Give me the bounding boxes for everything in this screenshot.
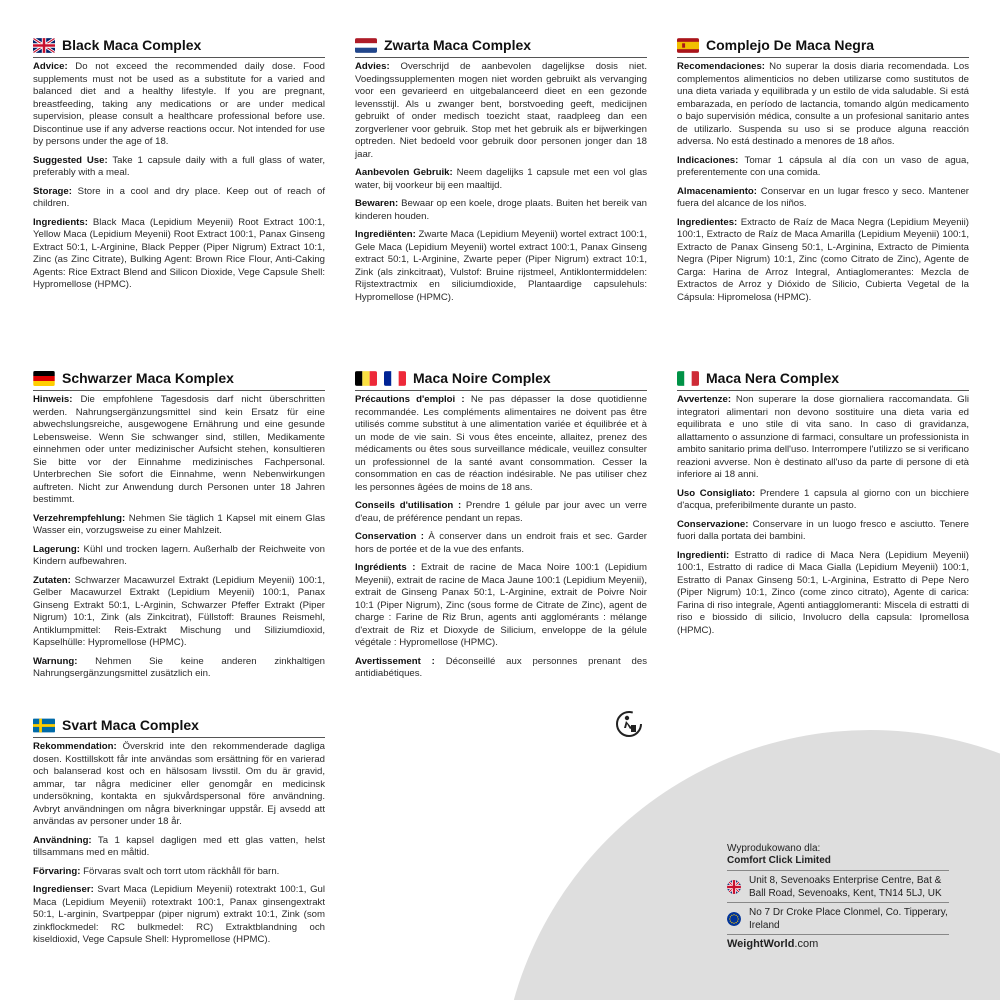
section-dutch — [355, 37, 647, 310]
section-swedish — [33, 717, 325, 953]
section-title: Complejo De Maca Negra — [706, 37, 875, 53]
section-title: Maca Noire Complex — [413, 370, 551, 386]
paragraph-text: Extracto de Raíz de Maca Negra (Lepidium Meyenii) 100:1, Extracto de Raíz de Maca Amarilla (Lepidium Meyenii) 100:1, Extracto de Panax Ginseng 50:1, L-Arginina, Extracto de Pimienta Negra (Piper Nigrum) 10:1, Zinc (como Citrato de Zinc), Agente de Carga: Harina de Arroz Integral, Antiaglomerantes: Mezcla de Extractos de Arroz y Dióxido de Silicio, Cubierta Vegetal de la Cápsula: Hipromelosa (HPMC). — [677, 216, 969, 303]
section-title: Maca Nera Complex — [706, 370, 840, 386]
paragraph-label: Advies: — [355, 61, 390, 72]
section-paragraph — [355, 656, 647, 681]
address-row-eu — [727, 902, 949, 934]
divider — [677, 390, 969, 391]
paragraph-label: Användning: — [33, 834, 92, 846]
address-uk: Unit 8, Sevenoaks Enterprise Centre, Bat & Ball Road, Sevenoaks, Kent, TN14 5LJ, UK — [749, 875, 942, 899]
paragraph-label: Uso Consigliato: — [677, 487, 756, 499]
section-german — [33, 370, 325, 687]
manufacturer-info — [727, 843, 949, 950]
paragraph-text: Bewaar op een koele, droge plaats. Buiten het bereik van kinderen houden. — [355, 198, 647, 222]
paragraph-text: Förvaras svalt och torrt utom räckhåll för barn. — [80, 865, 280, 877]
paragraph-label: Rekommendation: — [33, 741, 117, 752]
section-paragraph — [355, 61, 647, 161]
paragraph-text: Estratto di radice di Maca Nera (Lepidium Meyenii) 100:1, Estratto di radice di Maca Gialla (Lepidium Meyenii) 100:1, Estratto di Panax Ginseng 50:1, L-Arginina, Estratto di Pepe Nero (Piper Nigrum) 10:1, Zinco (come zinco citrato), Agente di carica: Farina di riso integrale, Agenti antiagglomeranti: Miscela di estratti di riso e biossido di silicio, Involucro della capsula: Ipromellosa (HPMC). — [677, 549, 969, 636]
paragraph-text: Overschrijd de aanbevolen dagelijkse dosis niet. Voedingssupplementen mogen niet worden gebruikt als vervanging voor een gevarieerd en uitgebalanceerd dieet en een gezonde levensstijl. Als u zwanger bent, borstvoeding geeft, medicijnen gebruikt of onder medisch toezicht staat, raadpleeg dan een zorgverlener voor gebruik. Stop met het gebruik als er bijwerkingen optreden. Niet bedoeld voor gebruik door personen jonger dan 18 jaar. — [355, 61, 647, 160]
company-name: Comfort Click Limited — [727, 855, 831, 866]
divider — [33, 390, 325, 391]
divider — [33, 57, 325, 58]
section-paragraph — [677, 488, 969, 513]
section-paragraph — [33, 575, 325, 650]
section-paragraph — [33, 741, 325, 829]
section-paragraph — [33, 835, 325, 860]
paragraph-label: Suggested Use: — [33, 154, 108, 166]
paragraph-label: Storage: — [33, 185, 72, 197]
paragraph-text: Déconseillé aux personnes prenant des antidiabétiques. — [355, 655, 648, 679]
section-paragraph — [677, 394, 969, 482]
section-paragraph — [33, 544, 325, 569]
tidy-man-recycle-icon — [615, 710, 643, 738]
paragraph-text: Conservare in un luogo fresco e asciutto. Tenere fuori dalla portata dei bambini. — [677, 518, 969, 542]
italy-flag-icon — [677, 371, 699, 386]
section-title: Black Maca Complex — [62, 37, 202, 53]
paragraph-label: Hinweis: — [33, 394, 73, 405]
paragraph-label: Ingrédients : — [355, 562, 416, 573]
website[interactable] — [727, 934, 949, 950]
paragraph-text: Schwarzer Macawurzel Extrakt (Lepidium Meyenii) 100:1, Gelber Macawurzel Extrakt (Lepidium Meyenii) 100:1, Panax Ginseng Extrakt 50:1, L-Arginin, Schwarzer Pfeffer Extrakt (Piper Nigrum) 10:1, Zink (als Zinkcitrat), Füllstoff: Braunes Reismehl, Antiklumpmittel: Reis-Extrakt Mischung und Siliziumdioxid, Kapselhülle: Hypromellose (HPMC). — [33, 574, 325, 648]
france-flag-icon — [384, 371, 406, 386]
uk-flag-icon — [727, 880, 741, 894]
paragraph-text: Överskrid inte den rekommenderade dagliga dosen. Kosttillskott får inte användas som ersättning för en varierad och balanserad kost och en hälsosam livsstil. Om du är gravid, ammar, tar några mediciner eller genomgår en medicinsk undersökning, kontakta en sjukvårdspersonal före användning. Avbryt användningen om några biverkningar uppstår. Ej avsedd att användas av personer under 18 år. — [33, 741, 325, 827]
paragraph-text: Store in a cool and dry place. Keep out of reach of children. — [33, 185, 325, 209]
section-paragraph — [677, 61, 969, 149]
paragraph-text: Ne pas dépasser la dose quotidienne recommandée. Les compléments alimentaires ne doivent pas être utilisés comme substitut à une alimentation variée et équilibrée et à un mode de vie sain. Si vous êtes enceinte, allaitez, prenez des médicaments ou êtes sous surveillance médicale, veuillez consulter un professionnel de la santé avant consommation. Cesser la consommation en cas de réaction indésirable. Ne pas utiliser chez les personnes âgées de moins de 18 ans. — [355, 394, 647, 493]
section-title: Svart Maca Complex — [62, 717, 199, 733]
paragraph-text: Extrait de racine de Maca Noire 100:1 (Lepidium Meyenii), extrait de racine de Maca Jaune 100:1 (Lepidium Meyenii), extrait de Ginseng Panax 50:1, L-Arginine, extrait de Poivre Noir 10:1 (Piper Nigrum), Zinc (sous forme de Citrate de Zinc), agent de charge : Farine de Riz Brun, agents anti agglomérants : mélange d'extrait de Riz et Dioxyde de Silicium, enveloppe de la gélule végétale : Hypromellose (HPMC). — [355, 562, 647, 648]
divider — [677, 57, 969, 58]
paragraph-text: Nehmen Sie täglich 1 Kapsel mit einem Glas Wasser ein, vorzugsweise zu einer Mahlzeit. — [33, 512, 325, 536]
paragraph-label: Bewaren: — [355, 198, 399, 209]
section-paragraph — [33, 513, 325, 538]
section-paragraph — [33, 656, 325, 681]
paragraph-text: Prendre 1 gélule par jour avec un verre d'eau, de préférence pendant un repas. — [355, 500, 647, 524]
paragraph-text: Conservar en un lugar fresco y seco. Mantener fuera del alcance de los niños. — [677, 185, 969, 209]
paragraph-label: Almacenamiento: — [677, 185, 757, 197]
section-paragraph — [33, 61, 325, 149]
section-paragraph — [33, 394, 325, 507]
paragraph-text: Zwarte Maca (Lepidium Meyenii) wortel extract 100:1, Gele Maca (Lepidium Meyenii) wortel extract 100:1, Panax Ginseng extract 50:1, L-Arginine, Zwarte peper (Piper Nigrum) extract 10:1, Zink (als zinkcitraat), Vulstof: Bruine rijstmeel, Antiklontermiddelen: Rijstextractmix en siliciumdioxide, Plantaardige capsulehuls: Hypromellose (HPMC). — [355, 229, 647, 303]
paragraph-label: Conservation : — [355, 531, 424, 542]
section-paragraph — [677, 217, 969, 305]
netherlands-flag-icon — [355, 38, 377, 53]
paragraph-label: Ingredientes: — [677, 216, 738, 228]
section-paragraph — [355, 198, 647, 223]
paragraph-text: Nehmen Sie keine anderen zinkhaltigen Nahrungsergänzungsmittel zusätzlich ein. — [33, 655, 325, 679]
paragraph-label: Précautions d'emploi : — [355, 394, 465, 405]
germany-flag-icon — [33, 371, 55, 386]
divider — [355, 57, 647, 58]
website-brand: WeightWorld — [727, 938, 795, 950]
section-title: Schwarzer Maca Komplex — [62, 370, 234, 386]
section-italian — [677, 370, 969, 643]
sweden-flag-icon — [33, 718, 55, 733]
paragraph-label: Ingredienser: — [33, 884, 94, 895]
paragraph-label: Ingredients: — [33, 216, 88, 228]
section-paragraph — [355, 167, 647, 192]
section-paragraph — [677, 519, 969, 544]
section-paragraph — [33, 155, 325, 180]
paragraph-label: Warnung: — [33, 655, 78, 667]
uk-flag-icon — [33, 38, 55, 53]
website-domain: .com — [794, 938, 819, 950]
paragraph-text: No superar la dosis diaria recomendada. Los complementos alimenticios no deben utilizarse como sustitutos de una dieta variada y equilibrada y un estilo de vida saludable. Si está embarazada, en período de lactancia, tomando algún medicamento o bajo supervisión médica, consulte a un profesional sanitario antes de utilizarlo. Suspenda su uso si se produce alguna reacción adversa. No está destinado a menores de 18 años. — [677, 61, 969, 147]
paragraph-label: Verzehrempfehlung: — [33, 512, 126, 524]
paragraph-text: Svart Maca (Lepidium Meyenii) rotextrakt 100:1, Gul Maca (Lepidium Meyenii) rotextrakt 100:1, Panax ginsengextrakt 50:1, L-arginin, Svartpeppar (piper nigrum) extrakt 10:1, Zink (som zinkflockmedel: RC bulkmedel: RC) Extraktblandning och kiseldioxid, Vege Capsule Shell: Hypromellose (HPMC). — [33, 884, 325, 945]
address-row-uk — [727, 870, 949, 902]
paragraph-label: Advice: — [33, 61, 68, 72]
paragraph-label: Conservazione: — [677, 518, 749, 530]
spain-flag-icon — [677, 38, 699, 53]
paragraph-label: Avertissement : — [355, 655, 435, 667]
paragraph-label: Lagerung: — [33, 543, 80, 555]
paragraph-label: Recomendaciones: — [677, 61, 765, 72]
eu-flag-icon — [727, 912, 741, 926]
section-french — [355, 370, 647, 687]
paragraph-label: Ingrediënten: — [355, 229, 416, 240]
section-paragraph — [33, 217, 325, 292]
section-paragraph — [355, 562, 647, 650]
paragraph-label: Conseils d'utilisation : — [355, 500, 462, 511]
paragraph-label: Indicaciones: — [677, 154, 739, 166]
paragraph-label: Avvertenze: — [677, 394, 732, 405]
made-for-label: Wyprodukowano dla: — [727, 843, 821, 854]
paragraph-label: Zutaten: — [33, 574, 71, 586]
section-paragraph — [33, 884, 325, 947]
paragraph-text: Non superare la dose giornaliera raccomandata. Gli integratori alimentari non devono sostituire una dieta varia ed equilibrata e uno stile di vita sano. In caso di gravidanza, allattamento o assunzione di farmaci, consultare un professionista in ambito sanitario prima dell'uso. Interrompere l'utilizzo se si verificano reazioni avverse. Non è destinato all'uso da parte di persone di età inferiore ai 18 anni. — [677, 394, 969, 480]
section-paragraph — [677, 186, 969, 211]
section-paragraph — [355, 229, 647, 304]
paragraph-text: Take 1 capsule daily with a full glass of water, preferably with a meal. — [33, 154, 325, 178]
section-paragraph — [33, 186, 325, 211]
paragraph-text: Die empfohlene Tagesdosis darf nicht überschritten werden. Nahrungsergänzungsmittel sind kein Ersatz für eine abwechslungsreiche, ausgewogene Ernährung und eine gesunde Lebensweise. Wenn Sie schwanger sind, stillen, Medikamente einnehmen oder unter medizinischer Aufsicht stehen, konsultieren Sie bitte vor der Einnahme medizinisches Fachpersonal. Unterbrechen Sie sofort die Einnahme, wenn Nebenwirkungen auftreten. Nicht zur Anwendung durch Personen unter 18 Jahren bestimmt. — [33, 394, 325, 505]
section-english — [33, 37, 325, 298]
paragraph-label: Ingredienti: — [677, 549, 730, 561]
section-paragraph — [677, 550, 969, 638]
paragraph-text: Neem dagelijks 1 capsule met een vol glas water, bij voorkeur bij een maaltijd. — [355, 167, 647, 191]
section-title: Zwarta Maca Complex — [384, 37, 532, 53]
section-spanish — [677, 37, 969, 310]
paragraph-label: Aanbevolen Gebruik: — [355, 167, 453, 178]
paragraph-text: Black Maca (Lepidium Meyenii) Root Extract 100:1, Yellow Maca (Lepidium Meyenii) Root Extract 100:1, Panax Ginseng Extract 50:1, L-Arginine, Black Pepper (Piper Nigrum) Extract 10:1, Zinc (as Zinc Citrate), Bulking Agent: Brown Rice Flour, Anti-Caking Agents: Rice Extract Blend and Silicon Dioxide, Vege Capsule Shell: Hypromellose (HPMC). — [33, 216, 325, 290]
divider — [355, 390, 647, 391]
paragraph-text: Prendere 1 capsula al giorno con un bicchiere d'acqua, preferibilmente durante un pasto. — [677, 487, 969, 511]
section-paragraph — [355, 531, 647, 556]
paragraph-text: Kühl und trocken lagern. Außerhalb der Reichweite von Kindern aufbewahren. — [33, 543, 325, 567]
paragraph-text: Tomar 1 cápsula al día con un vaso de agua, preferentemente con una comida. — [677, 154, 969, 178]
section-paragraph — [355, 500, 647, 525]
address-eu: No 7 Dr Croke Place Clonmel, Co. Tipperary, Ireland — [749, 907, 948, 931]
divider — [33, 737, 325, 738]
paragraph-text: Ta 1 kapsel dagligen med ett glas vatten, helst tillsammans med en måltid. — [33, 834, 325, 858]
paragraph-text: Do not exceed the recommended daily dose. Food supplements must not be used as a substitute for a varied and balanced diet and a healthy lifestyle. If you are pregnant, breastfeeding, taking any medications or are under medical supervision, please consult a healthcare professional before use. Discontinue use if any adverse reactions occur. Not intended for use by persons under the age of 18. — [33, 61, 325, 147]
section-paragraph — [355, 394, 647, 494]
paragraph-label: Förvaring: — [33, 865, 81, 877]
belgium-flag-icon — [355, 371, 377, 386]
section-paragraph — [677, 155, 969, 180]
paragraph-text: À conserver dans un endroit frais et sec. Garder hors de portée et de la vue des enfants. — [355, 531, 647, 555]
section-paragraph — [33, 866, 325, 879]
